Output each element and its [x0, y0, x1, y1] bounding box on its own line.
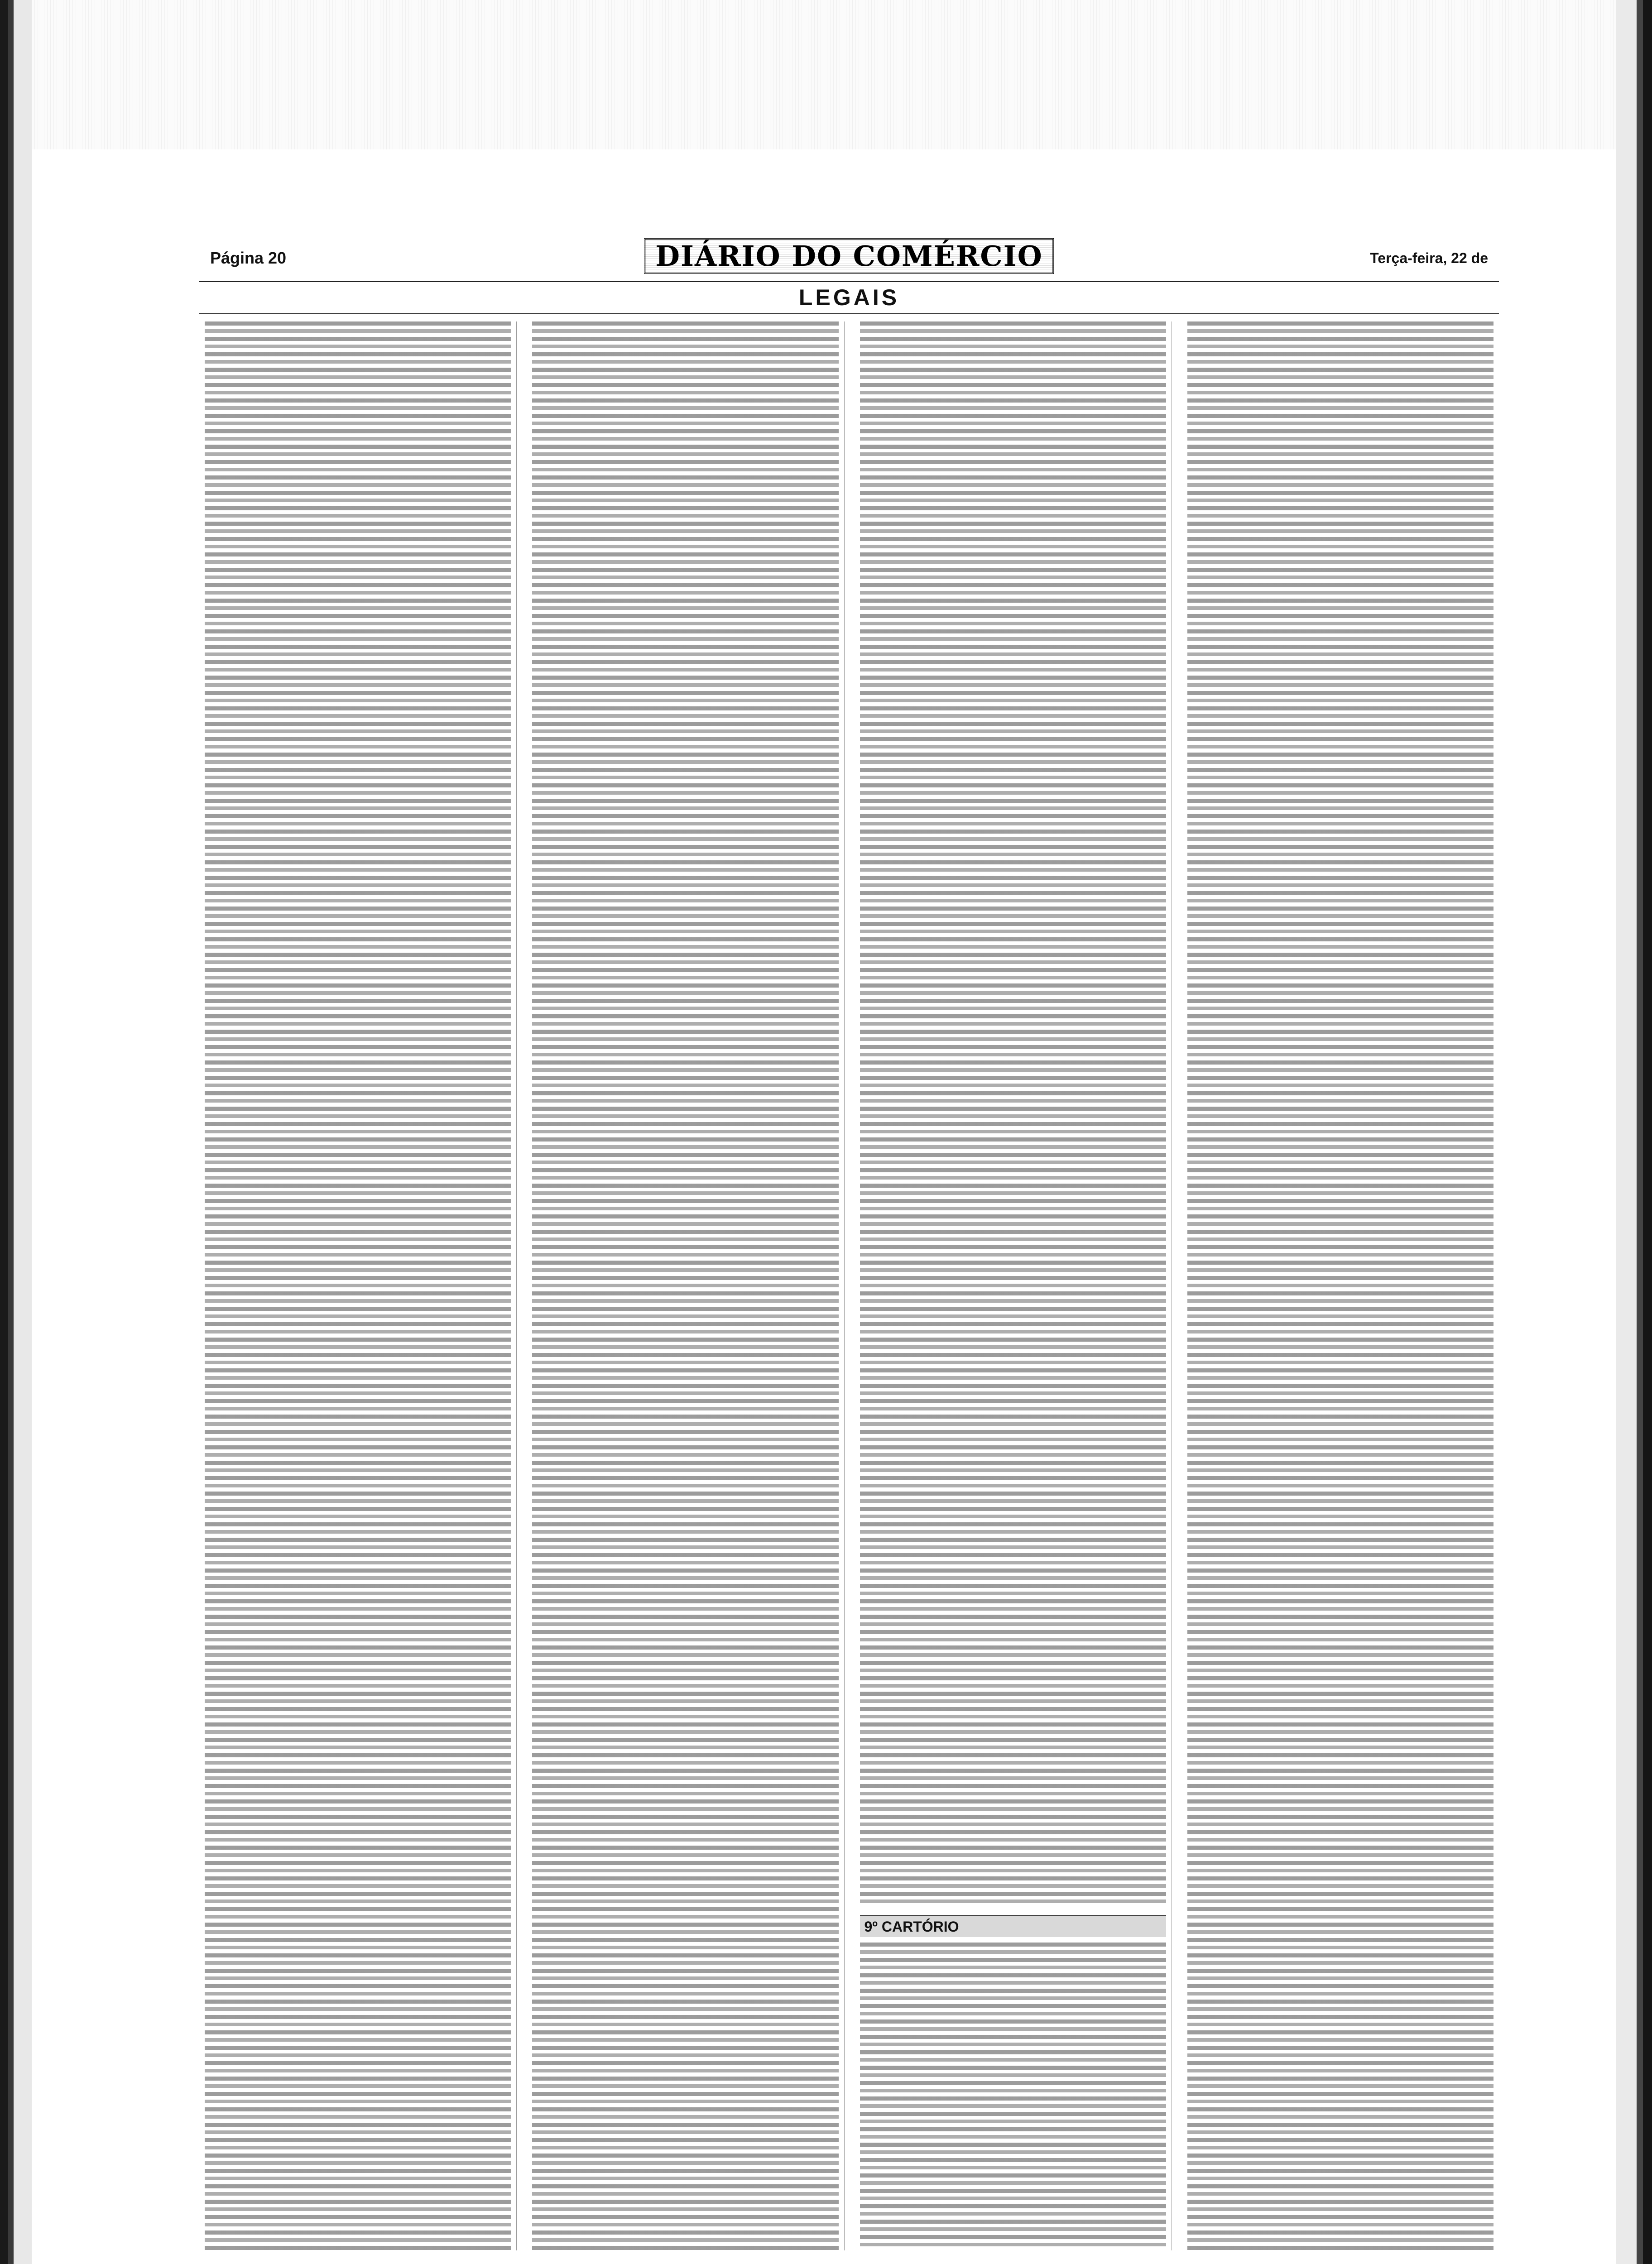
column-1	[199, 321, 517, 2250]
page-number: Página 20	[210, 249, 287, 267]
issue-date: Terça-feira, 22 de	[1370, 249, 1488, 266]
section-title: LEGAIS	[199, 284, 1499, 314]
column-4	[1182, 321, 1499, 2250]
column-3	[855, 321, 1172, 2250]
scan-left-edge	[0, 0, 32, 2264]
scan-noise-band	[0, 0, 1652, 149]
column-text-lines	[860, 321, 1166, 1906]
column-2	[527, 321, 844, 2250]
column-text-lines	[532, 321, 838, 2250]
masthead-logo: DIÁRIO DO COMÉRCIO	[644, 238, 1054, 274]
scan-right-edge	[1616, 0, 1652, 2264]
column-text-lines	[1187, 321, 1494, 2250]
page-header	[199, 235, 1499, 282]
legal-notices-columns	[199, 321, 1499, 2250]
newspaper-page	[199, 235, 1499, 2255]
column-text-lines	[860, 1943, 1166, 2250]
column-text-lines	[205, 321, 511, 2250]
subsection-title: 9º CARTÓRIO	[860, 1915, 1166, 1937]
